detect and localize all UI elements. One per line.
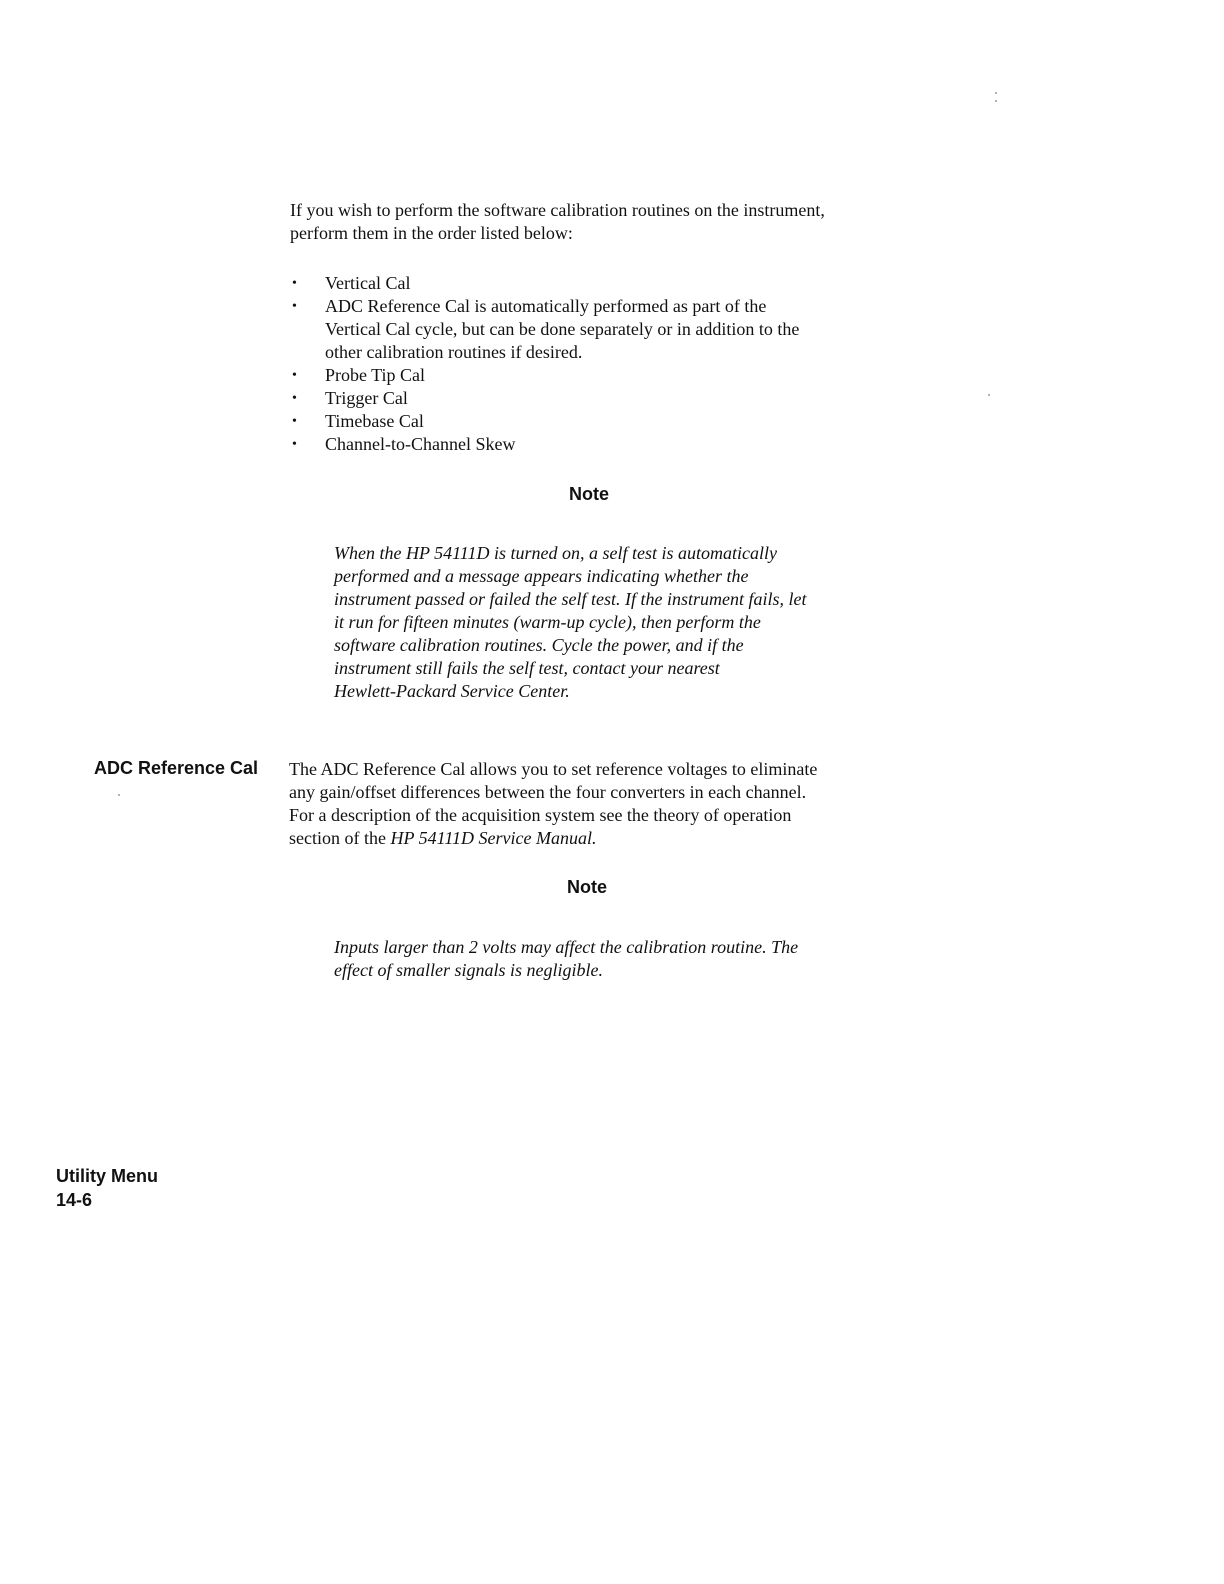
note-line: performed and a message appears indicating whether the xyxy=(334,566,749,586)
note-line: it run for fifteen minutes (warm-up cycle), then perform the xyxy=(334,612,761,632)
note-line: effect of smaller signals is negligible. xyxy=(334,960,603,980)
list-item xyxy=(292,272,892,295)
section-line: section of the xyxy=(289,828,391,848)
list-item-text: Trigger Cal xyxy=(325,388,408,408)
section-body xyxy=(289,758,889,850)
footer-title: Utility Menu xyxy=(56,1166,158,1186)
note-body xyxy=(334,936,854,982)
scan-speck xyxy=(988,394,990,396)
list-item xyxy=(292,364,892,387)
list-item-text: ADC Reference Cal is automatically performed as part of the xyxy=(325,296,767,316)
section-line: The ADC Reference Cal allows you to set reference voltages to eliminate xyxy=(289,759,818,779)
list-item-text: Vertical Cal cycle, but can be done separately or in addition to the xyxy=(325,319,800,339)
bullet-icon: • xyxy=(292,391,297,406)
intro-paragraph xyxy=(290,199,910,245)
list-item-text: other calibration routines if desired. xyxy=(325,342,583,362)
intro-line: If you wish to perform the software calibration routines on the instrument, xyxy=(290,200,825,220)
note-heading: Note xyxy=(569,484,609,504)
section-line: any gain/offset differences between the four converters in each channel. xyxy=(289,782,807,802)
note-line: When the HP 54111D is turned on, a self test is automatically xyxy=(334,543,777,563)
note-body xyxy=(334,542,854,703)
bullet-icon: • xyxy=(292,368,297,383)
list-item-text: Channel-to-Channel Skew xyxy=(325,434,516,454)
calibration-list xyxy=(292,272,892,456)
bullet-icon: • xyxy=(292,299,297,314)
bullet-icon: • xyxy=(292,276,297,291)
list-item xyxy=(292,295,892,364)
section-heading: ADC Reference Cal xyxy=(94,758,259,778)
note-line: Hewlett-Packard Service Center. xyxy=(334,681,570,701)
note-line: instrument still fails the self test, contact your nearest xyxy=(334,658,720,678)
bullet-icon: • xyxy=(292,414,297,429)
scan-speck xyxy=(995,100,997,102)
note-heading: Note xyxy=(567,877,607,897)
note-line: software calibration routines. Cycle the power, and if the xyxy=(334,635,744,655)
intro-line: perform them in the order listed below: xyxy=(290,223,573,243)
list-item-text: Timebase Cal xyxy=(325,411,424,431)
page-number: 14-6 xyxy=(56,1190,93,1210)
note-line: Inputs larger than 2 volts may affect the calibration routine. The xyxy=(334,937,799,957)
section-line: For a description of the acquisition system see the theory of operation xyxy=(289,805,792,825)
note-line: instrument passed or failed the self test. If the instrument fails, let xyxy=(334,589,807,609)
list-item-text: Vertical Cal xyxy=(325,273,411,293)
list-item-text: Probe Tip Cal xyxy=(325,365,426,385)
bullet-icon: • xyxy=(292,437,297,452)
list-item xyxy=(292,387,892,410)
list-item xyxy=(292,410,892,433)
list-item xyxy=(292,433,892,456)
manual-reference: HP 54111D Service Manual. xyxy=(390,828,597,848)
scan-speck xyxy=(118,794,120,796)
scan-speck xyxy=(995,92,997,94)
